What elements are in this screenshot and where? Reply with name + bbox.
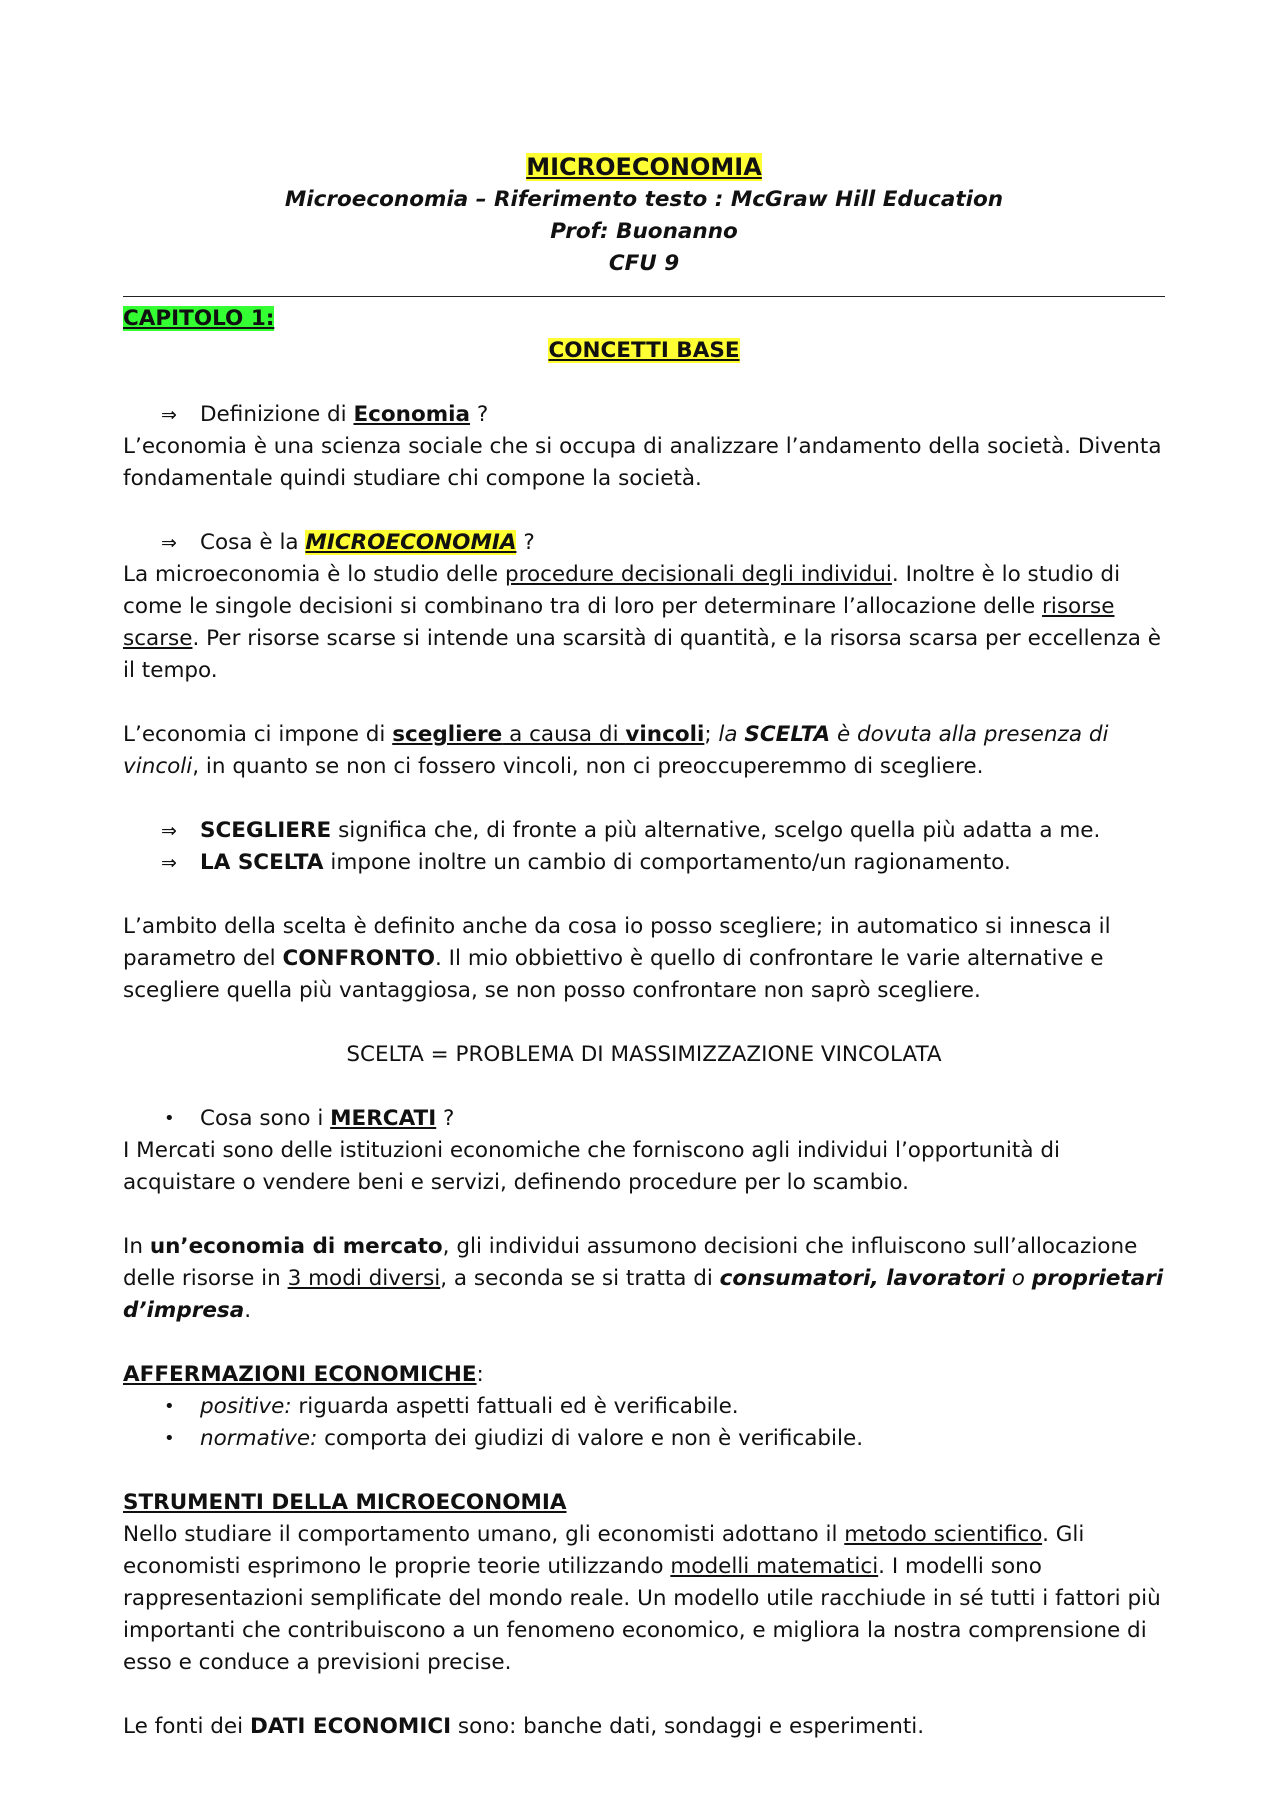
professor-name: Prof: Buonanno bbox=[550, 219, 738, 244]
arrow-icon: ⇒ bbox=[161, 532, 177, 554]
arrow-item-la-scelta: ⇒ LA SCELTA impone inoltre un cambio di comportamento/un ragionamento. bbox=[123, 847, 1165, 879]
heading-affermazioni: AFFERMAZIONI ECONOMICHE: bbox=[123, 1362, 484, 1387]
document-header bbox=[123, 150, 1165, 280]
arrow-item-scegliere: ⇒ SCEGLIERE significa che, di fronte a più alternative, scelgo quella più adatta a me. bbox=[123, 815, 1165, 847]
heading-strumenti: STRUMENTI DELLA MICROECONOMIA bbox=[123, 1490, 567, 1515]
horizontal-divider bbox=[123, 296, 1165, 297]
paragraph-confronto: L’ambito della scelta è definito anche da cosa io posso scegliere; in automatico si innesca il parametro del CONFRONTO. Il mio obbiettivo è quello di confrontare le varie alternative e scegliere quella più vantaggiosa, se non posso confrontare non saprò scegliere. bbox=[123, 914, 1111, 1003]
paragraph-mercati: I Mercati sono delle istituzioni economiche che forniscono agli individui l’opportunità di acquistare o vendere beni e servizi, definendo procedure per lo scambio. bbox=[123, 1138, 1060, 1195]
question-microeconomia: ⇒ Cosa è la MICROECONOMIA ? bbox=[123, 527, 1165, 559]
paragraph-strumenti: Nello studiare il comportamento umano, gli economisti adottano il metodo scientifico. Gli economisti esprimono le proprie teorie utilizzando modelli matematici. I modelli sono rappresentazioni semplificate del mondo reale. Un modello utile racchiude in sé tutti i fattori più importanti che contribuiscono a un fenomeno economico, e migliora la nostra comprensione di esso e conduce a previsioni precise. bbox=[123, 1522, 1161, 1675]
paragraph-microeconomia: La microeconomia è lo studio delle procedure decisionali degli individui. Inoltre è lo studio di come le singole decisioni si combinano tra di loro per determinare l’allocazione delle risorse scarse. Per risorse scarse si intende una scarsità di quantità, e la risorsa scarsa per eccellenza è il tempo. bbox=[123, 562, 1162, 683]
document-subtitle: Microeconomia – Riferimento testo : McGraw Hill Education bbox=[284, 187, 1004, 212]
formula-scelta: SCELTA = PROBLEMA DI MASSIMIZZAZIONE VINCOLATA bbox=[346, 1042, 942, 1067]
paragraph-dati-economici: Le fonti dei DATI ECONOMICI sono: banche dati, sondaggi e esperimenti. bbox=[123, 1714, 925, 1739]
paragraph-scelta: L’economia ci impone di scegliere a causa di vincoli; la SCELTA è dovuta alla presenza di vincoli, in quanto se non ci fossero vincoli, non ci preoccuperemmo di scegliere. bbox=[123, 722, 1109, 779]
chapter-heading: CONCETTI BASE bbox=[548, 338, 740, 363]
question-economia: ⇒ Definizione di Economia ? bbox=[123, 399, 1165, 431]
chapter-label: CAPITOLO 1: bbox=[123, 306, 275, 331]
document-page bbox=[123, 150, 1165, 1743]
cfu-credits: CFU 9 bbox=[608, 251, 680, 276]
arrow-icon: ⇒ bbox=[161, 820, 177, 842]
list-item-normative: • normative: comporta dei giudizi di valore e non è verificabile. bbox=[123, 1423, 1165, 1455]
document-title: MICROECONOMIA bbox=[526, 153, 762, 181]
list-item-positive: • positive: riguarda aspetti fattuali ed è verificabile. bbox=[123, 1391, 1165, 1423]
arrow-icon: ⇒ bbox=[161, 852, 177, 874]
bullet-icon: • bbox=[164, 1396, 175, 1417]
arrow-icon: ⇒ bbox=[161, 404, 177, 426]
paragraph-economia: L’economia è una scienza sociale che si occupa di analizzare l’andamento della società. Diventa fondamentale quindi studiare chi compone la società. bbox=[123, 434, 1162, 491]
bullet-icon: • bbox=[164, 1108, 175, 1129]
paragraph-economia-di-mercato: In un’economia di mercato, gli individui assumono decisioni che influiscono sull’allocazione delle risorse in 3 modi diversi, a seconda se si tratta di consumatori, lavoratori o proprietari d’impresa. bbox=[123, 1234, 1164, 1323]
bullet-icon: • bbox=[164, 1428, 175, 1449]
question-mercati: • Cosa sono i MERCATI ? bbox=[123, 1103, 1165, 1135]
